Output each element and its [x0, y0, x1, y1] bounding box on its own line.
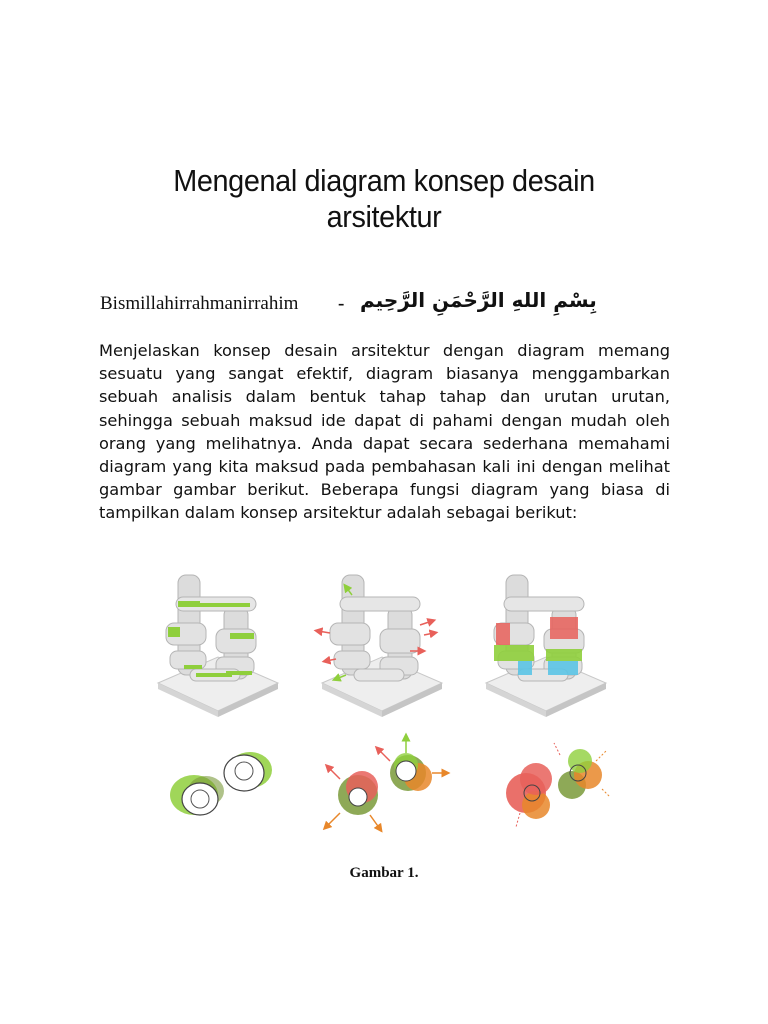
intro-paragraph: Menjelaskan konsep desain arsitektur dengan diagram memang sesuatu yang sangat efektif, diagram biasanya menggambarkan sebuah analisis dalam bentuk tahap tahap dan urutan urutan, sehingga sebuah maksud ide dapat di pahami dengan mudah oleh orang yang melihatnya. Anda dapat secara sederhana memahami diagram yang kita maksud pada pembahasan kali ini dengan melihat gambar gambar berikut. Beberapa fungsi diagram yang biasa di tampilkan dalam konsep arsitektur adalah sebagai berikut:	[99, 341, 670, 523]
page-title	[27, 163, 741, 235]
bismillah-line	[100, 290, 660, 320]
building-model-3	[486, 575, 606, 717]
building-model-1	[158, 575, 278, 717]
figure-caption: Gambar 1.	[349, 865, 419, 881]
bismillah-dash: -	[338, 293, 345, 314]
title-line-2: arsitektur	[326, 199, 442, 234]
bismillah-arabic: بِسْمِ اللهِ الرَّحْمَنِ الرَّحِيم	[360, 288, 597, 312]
concept-diagram-figure	[140, 565, 640, 845]
plan-diagram-2	[326, 737, 446, 829]
bismillah-latin: Bismillahirrahmanirrahim	[100, 293, 299, 314]
title-line-1: Mengenal diagram konsep desain	[173, 163, 595, 198]
plan-diagram-1	[170, 752, 272, 815]
plan-diagram-3	[506, 743, 610, 827]
building-model-2	[318, 575, 442, 717]
